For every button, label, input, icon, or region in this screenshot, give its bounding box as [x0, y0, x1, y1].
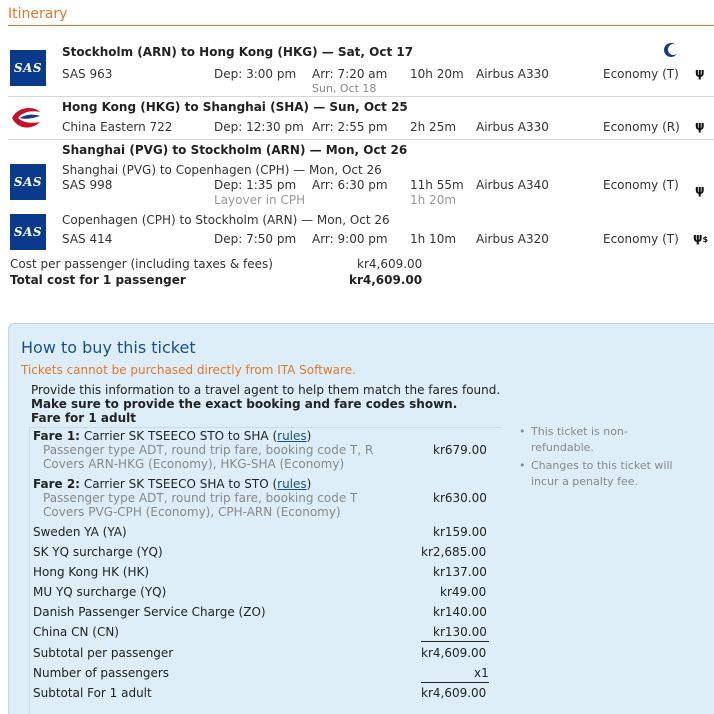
itinerary-rule [8, 25, 714, 26]
buy-warning: Tickets cannot be purchased directly from ITA Software. [21, 363, 356, 377]
buy-instruction: Provide this information to a travel agent to help them match the fares found. [31, 383, 501, 397]
meal-icon: ψ [695, 66, 705, 80]
fare-1-detail1: Passenger type ADT, round trip fare, booking code T, R [43, 443, 374, 457]
total-cost-label: Total cost for 1 passenger [10, 273, 186, 287]
tax-label: Sweden YA (YA) [33, 525, 127, 539]
segment-3-cabin2: Economy (T) [603, 232, 679, 246]
note-1-line2: refundable. [531, 441, 594, 454]
segment-3-route: Shanghai (PVG) to Stockholm (ARN) — Mon, Oct 26 [62, 143, 408, 157]
fare-2-detail1: Passenger type ADT, round trip fare, booking code T [43, 491, 358, 505]
segment-3-duration: 11h 55m [410, 178, 464, 192]
tax-amount: kr49.00 [440, 585, 487, 599]
fare-2-detail2: Covers PVG-CPH (Economy), CPH-ARN (Economy) [43, 505, 341, 519]
note-2-line1: Changes to this ticket will [531, 459, 673, 472]
total-cost-value: kr4,609.00 [349, 273, 423, 287]
segment-3-leg2-route: Copenhagen (CPH) to Stockholm (ARN) — Mon, Oct 26 [62, 213, 390, 227]
meal-icon: ψ [695, 119, 705, 133]
tax-amount: kr137.00 [433, 565, 487, 579]
segment-1-arr: Arr: 7:20 am [312, 67, 388, 81]
segment-1-aircraft: Airbus A330 [476, 67, 549, 81]
tax-amount: kr130.00 [433, 625, 487, 639]
segment-2-duration: 2h 25m [410, 120, 457, 134]
fare-2-label: Fare 2: [33, 477, 80, 491]
sas-logo: SAS [10, 164, 46, 200]
buy-instruction-bold: Make sure to provide the exact booking and fare codes shown. [31, 397, 458, 411]
layover-duration: 1h 20m [410, 193, 457, 207]
segment-1-route: Stockholm (ARN) to Hong Kong (HKG) — Sat, Oct 17 [62, 45, 414, 59]
segment-3-arr: Arr: 6:30 pm [312, 178, 388, 192]
fare-2-amount: kr630.00 [433, 491, 487, 505]
segment-3-dep2: Dep: 7:50 pm [214, 232, 297, 246]
sum-rule [421, 641, 489, 642]
bullet-icon: • [519, 425, 526, 438]
segment-divider [8, 139, 714, 140]
note-1-line1: This ticket is non- [531, 425, 628, 438]
segment-3-cabin: Economy (T) [603, 178, 679, 192]
segment-1-cabin: Economy (T) [603, 67, 679, 81]
fare-2-text: Carrier SK TSEECO SHA to STO [83, 477, 269, 491]
segment-3-dep: Dep: 1:35 pm [214, 178, 297, 192]
segment-1-duration: 10h 20m [410, 67, 464, 81]
layover-text: Layover in CPH [214, 193, 306, 207]
segment-3-flight: SAS 998 [62, 178, 113, 192]
segment-3-aircraft2: Airbus A320 [476, 232, 549, 246]
meal-purchase-icon: ψ$ [693, 231, 709, 245]
buy-title: How to buy this ticket [21, 338, 196, 357]
fare-1-label: Fare 1: [33, 429, 80, 443]
tax-amount: kr159.00 [433, 525, 487, 539]
segment-2-dep: Dep: 12:30 pm [214, 120, 304, 134]
segment-3-duration2: 1h 10m [410, 232, 457, 246]
fare-1-amount: kr679.00 [433, 443, 487, 457]
segment-3-arr2: Arr: 9:00 pm [312, 232, 388, 246]
fare-1-rules-link[interactable]: rules [277, 429, 307, 443]
itinerary-title: Itinerary [8, 6, 68, 22]
segment-2-cabin: Economy (R) [603, 120, 680, 134]
subtotal-value: kr4,609.00 [421, 646, 487, 660]
num-passengers-value: x1 [474, 666, 489, 680]
tax-label: SK YQ surcharge (YQ) [33, 545, 163, 559]
cost-per-passenger-value: kr4,609.00 [357, 257, 423, 271]
sas-logo: SAS [10, 214, 46, 250]
meal-icon: ψ [695, 183, 705, 197]
fare-2-rules-link[interactable]: rules [277, 477, 307, 491]
segment-1-dep: Dep: 3:00 pm [214, 67, 297, 81]
segment-1-flight: SAS 963 [62, 67, 113, 81]
subtotal-label: Subtotal per passenger [33, 646, 174, 660]
segment-2-route: Hong Kong (HKG) to Shanghai (SHA) — Sun, Oct 25 [62, 100, 408, 114]
fare-header: Fare for 1 adult [31, 411, 136, 425]
cost-per-passenger-label: Cost per passenger (including taxes & fees) [10, 257, 273, 271]
segment-1-arr-date: Sun, Oct 18 [312, 82, 377, 95]
subtotal-adult-label: Subtotal For 1 adult [33, 686, 152, 700]
fare-1-line: Fare 1: Carrier SK TSEECO STO to SHA (rules) [33, 429, 312, 443]
fare-1-detail2: Covers ARN-HKG (Economy), HKG-SHA (Economy) [43, 457, 345, 471]
segment-3-aircraft: Airbus A340 [476, 178, 549, 192]
tax-label: China CN (CN) [33, 625, 119, 639]
china-eastern-logo [8, 100, 44, 136]
sas-logo: SAS [10, 50, 46, 86]
segment-divider [8, 96, 714, 97]
segment-2-arr: Arr: 2:55 pm [312, 120, 388, 134]
moon-icon [664, 43, 678, 57]
fare-2-line: Fare 2: Carrier SK TSEECO SHA to STO (rules) [33, 477, 312, 491]
segment-2-flight: China Eastern 722 [62, 120, 173, 134]
tax-amount: kr2,685.00 [421, 545, 487, 559]
segment-2-aircraft: Airbus A330 [476, 120, 549, 134]
segment-3-flight2: SAS 414 [62, 232, 113, 246]
tax-label: Danish Passenger Service Charge (ZO) [33, 605, 266, 619]
sum-rule [421, 682, 489, 683]
bullet-icon: • [519, 459, 526, 472]
subtotal-adult-value: kr4,609.00 [421, 686, 487, 700]
tax-label: MU YQ surcharge (YQ) [33, 585, 167, 599]
segment-3-leg1-route: Shanghai (PVG) to Copenhagen (CPH) — Mon, Oct 26 [62, 163, 382, 177]
num-passengers-label: Number of passengers [33, 666, 170, 680]
tax-amount: kr140.00 [433, 605, 487, 619]
tax-label: Hong Kong HK (HK) [33, 565, 150, 579]
fare-1-text: Carrier SK TSEECO STO to SHA [83, 429, 269, 443]
note-2-line2: incur a penalty fee. [531, 475, 639, 488]
